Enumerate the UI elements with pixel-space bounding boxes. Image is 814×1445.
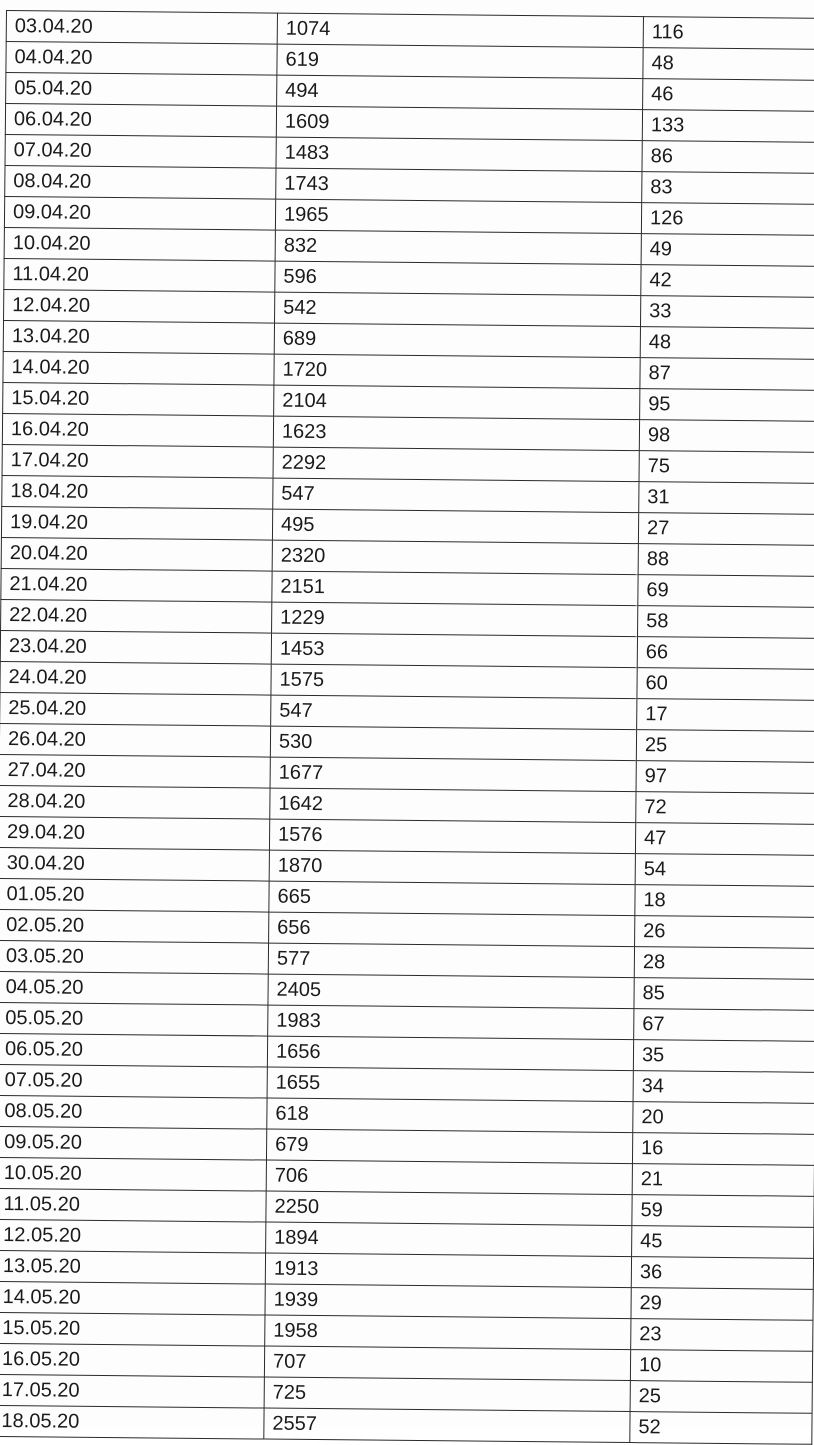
data-table	[0, 10, 814, 1445]
total-cell: 2250	[266, 1191, 632, 1226]
sub-cell: 25	[636, 730, 814, 763]
total-cell: 596	[275, 261, 641, 296]
sub-cell: 60	[637, 668, 814, 701]
total-cell: 1958	[265, 1315, 631, 1350]
date-cell: 12.05.20	[0, 1219, 266, 1253]
total-cell: 1483	[276, 137, 642, 172]
total-cell: 1656	[267, 1036, 633, 1071]
total-cell: 1575	[271, 664, 637, 699]
sub-cell: 23	[631, 1319, 813, 1352]
total-cell: 2557	[264, 1408, 630, 1443]
total-cell: 547	[273, 478, 639, 513]
total-cell: 1074	[277, 13, 643, 48]
total-cell: 2151	[272, 571, 638, 606]
date-cell: 18.04.20	[2, 475, 273, 509]
sub-cell: 45	[632, 1226, 814, 1259]
date-cell: 03.04.20	[6, 11, 277, 45]
sub-cell: 16	[632, 1133, 814, 1166]
date-cell: 10.04.20	[4, 227, 275, 261]
sub-cell: 97	[636, 761, 814, 794]
date-cell: 11.05.20	[0, 1188, 266, 1222]
total-cell: 1870	[269, 850, 635, 885]
sub-cell: 42	[641, 265, 814, 298]
sub-cell: 58	[638, 606, 814, 639]
date-cell: 25.04.20	[0, 692, 271, 726]
sub-cell: 28	[634, 947, 814, 980]
total-cell: 1576	[269, 819, 635, 854]
sub-cell: 126	[641, 203, 814, 236]
date-cell: 02.05.20	[0, 909, 269, 943]
sub-cell: 72	[636, 792, 814, 825]
sub-cell: 47	[635, 823, 814, 856]
sub-cell: 66	[637, 637, 814, 670]
date-cell: 12.04.20	[4, 289, 275, 323]
total-cell: 725	[264, 1377, 630, 1412]
sub-cell: 116	[643, 17, 814, 50]
date-cell: 08.05.20	[0, 1095, 267, 1129]
total-cell: 1609	[276, 106, 642, 141]
date-cell: 07.05.20	[0, 1064, 267, 1098]
total-cell: 619	[277, 44, 643, 79]
date-cell: 11.04.20	[4, 258, 275, 292]
date-cell: 17.04.20	[2, 444, 273, 478]
date-cell: 04.05.20	[0, 971, 268, 1005]
sub-cell: 95	[640, 389, 814, 422]
date-cell: 05.04.20	[6, 73, 277, 107]
sub-cell: 88	[638, 544, 814, 577]
total-cell: 530	[270, 726, 636, 761]
total-cell: 1913	[265, 1253, 631, 1288]
date-cell: 13.04.20	[3, 320, 274, 354]
total-cell: 706	[266, 1160, 632, 1195]
date-cell: 06.04.20	[5, 104, 276, 138]
total-cell: 1642	[270, 788, 636, 823]
sub-cell: 18	[635, 885, 814, 918]
total-cell: 1939	[265, 1284, 631, 1319]
date-cell: 29.04.20	[0, 816, 270, 850]
sub-cell: 85	[634, 978, 814, 1011]
sub-cell: 87	[640, 358, 814, 391]
date-cell: 26.04.20	[0, 723, 271, 757]
sub-cell: 133	[642, 110, 814, 143]
total-cell: 2320	[272, 540, 638, 575]
date-cell: 14.04.20	[3, 351, 274, 385]
total-cell: 656	[269, 912, 635, 947]
sub-cell: 26	[635, 916, 814, 949]
date-cell: 01.05.20	[0, 878, 269, 912]
date-cell: 09.04.20	[4, 196, 275, 230]
total-cell: 1453	[271, 633, 637, 668]
table-body	[0, 11, 814, 1445]
sub-cell: 49	[641, 234, 814, 267]
date-cell: 28.04.20	[0, 785, 270, 819]
total-cell: 679	[266, 1129, 632, 1164]
date-cell: 30.04.20	[0, 847, 269, 881]
sub-cell: 25	[630, 1381, 812, 1414]
total-cell: 577	[268, 943, 634, 978]
date-cell: 08.04.20	[5, 165, 276, 199]
total-cell: 618	[267, 1098, 633, 1133]
date-cell: 09.05.20	[0, 1126, 267, 1160]
total-cell: 494	[277, 75, 643, 110]
date-cell: 23.04.20	[0, 630, 271, 664]
sub-cell: 86	[642, 141, 814, 174]
date-cell: 15.04.20	[3, 382, 274, 416]
total-cell: 707	[264, 1346, 630, 1381]
date-cell: 06.05.20	[0, 1033, 268, 1067]
sub-cell: 59	[632, 1195, 814, 1228]
date-cell: 13.05.20	[0, 1250, 266, 1284]
total-cell: 2104	[274, 385, 640, 420]
date-cell: 17.05.20	[0, 1374, 264, 1408]
sub-cell: 69	[638, 575, 814, 608]
sub-cell: 48	[640, 327, 814, 360]
date-cell: 10.05.20	[0, 1157, 266, 1191]
total-cell: 1677	[270, 757, 636, 792]
date-cell: 19.04.20	[1, 506, 272, 540]
date-cell: 16.05.20	[0, 1343, 265, 1377]
sub-cell: 67	[634, 1009, 814, 1042]
sub-cell: 21	[632, 1164, 814, 1197]
date-cell: 21.04.20	[1, 568, 272, 602]
date-cell: 14.05.20	[0, 1281, 265, 1315]
date-cell: 04.04.20	[6, 42, 277, 76]
total-cell: 1655	[267, 1067, 633, 1102]
total-cell: 1965	[275, 199, 641, 234]
date-cell: 16.04.20	[2, 413, 273, 447]
total-cell: 2292	[273, 447, 639, 482]
date-cell: 03.05.20	[0, 940, 269, 974]
total-cell: 1229	[272, 602, 638, 637]
sub-cell: 46	[643, 79, 814, 112]
total-cell: 689	[274, 323, 640, 358]
total-cell: 665	[269, 881, 635, 916]
sub-cell: 33	[640, 296, 814, 329]
date-cell: 24.04.20	[0, 661, 271, 695]
total-cell: 495	[272, 509, 638, 544]
sub-cell: 29	[631, 1288, 813, 1321]
date-cell: 27.04.20	[0, 754, 270, 788]
total-cell: 1894	[266, 1222, 632, 1257]
sub-cell: 27	[638, 513, 814, 546]
date-cell: 22.04.20	[1, 599, 272, 633]
date-cell: 15.05.20	[0, 1312, 265, 1346]
date-cell: 18.05.20	[0, 1405, 264, 1439]
sub-cell: 34	[633, 1071, 814, 1104]
sub-cell: 75	[639, 451, 814, 484]
date-cell: 20.04.20	[1, 537, 272, 571]
sub-cell: 54	[635, 854, 814, 887]
total-cell: 1983	[268, 1005, 634, 1040]
total-cell: 832	[275, 230, 641, 265]
sub-cell: 48	[643, 48, 814, 81]
sub-cell: 20	[633, 1102, 814, 1135]
sub-cell: 52	[630, 1412, 812, 1445]
sub-cell: 10	[630, 1350, 812, 1383]
sub-cell: 98	[639, 420, 814, 453]
sub-cell: 17	[637, 699, 814, 732]
total-cell: 1623	[273, 416, 639, 451]
total-cell: 2405	[268, 974, 634, 1009]
total-cell: 1720	[274, 354, 640, 389]
date-cell: 07.04.20	[5, 134, 276, 168]
table-row	[0, 1405, 812, 1444]
sub-cell: 83	[642, 172, 814, 205]
total-cell: 1743	[276, 168, 642, 203]
sub-cell: 31	[639, 482, 814, 515]
sub-cell: 35	[633, 1040, 814, 1073]
total-cell: 542	[275, 292, 641, 327]
sub-cell: 36	[631, 1257, 813, 1290]
total-cell: 547	[271, 695, 637, 730]
date-cell: 05.05.20	[0, 1002, 268, 1036]
